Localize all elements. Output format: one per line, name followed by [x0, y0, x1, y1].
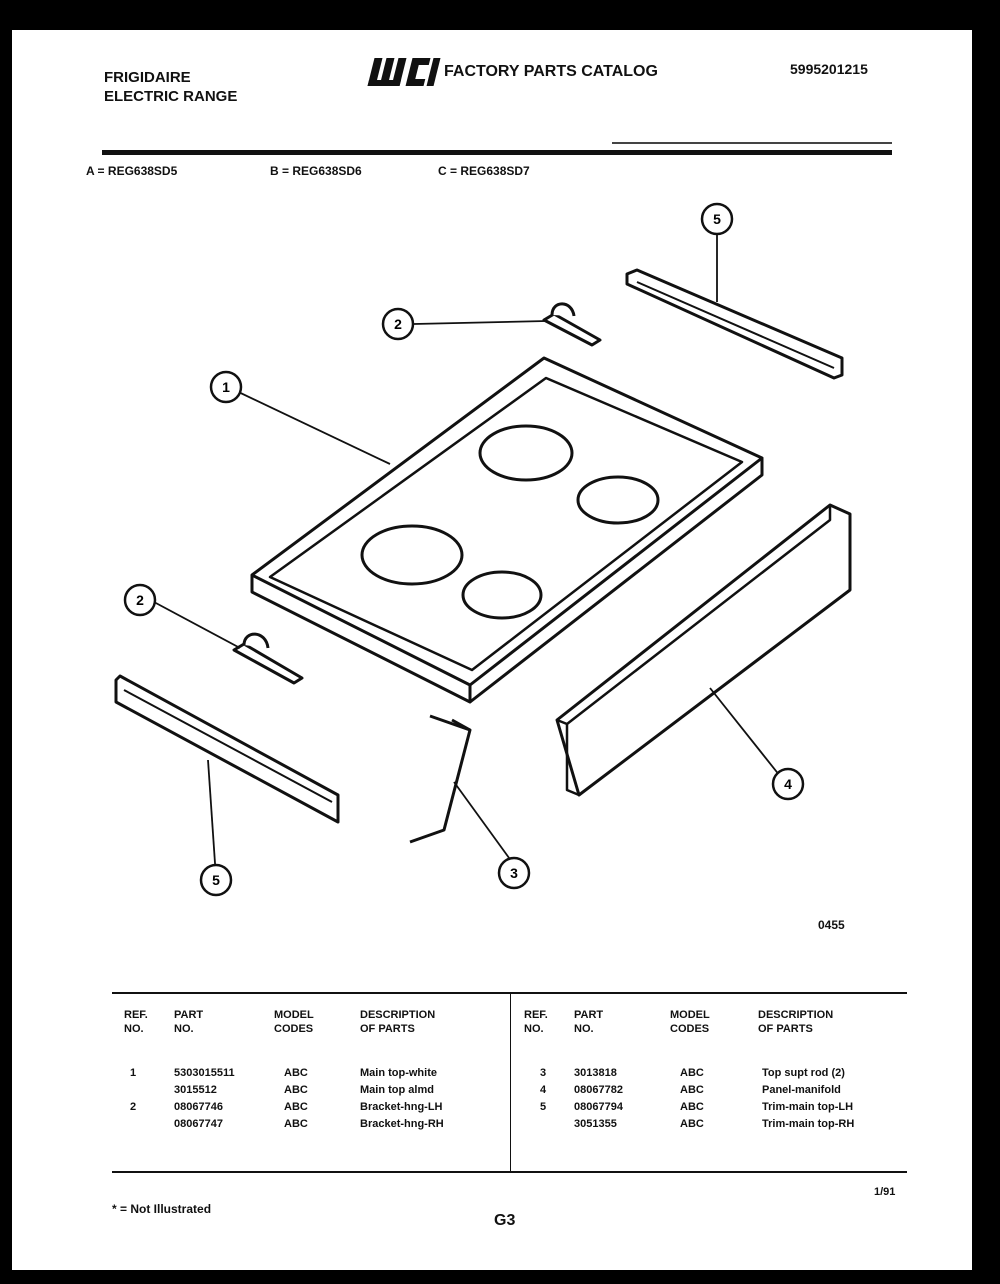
callout-1-icon: [211, 372, 241, 402]
product-type: ELECTRIC RANGE: [104, 88, 238, 105]
model-cell: ABC: [680, 1118, 704, 1130]
ref-cell: 2: [130, 1101, 137, 1113]
figure-number: 0455: [818, 918, 845, 932]
callout-2-top-icon: [383, 309, 413, 339]
callout-label: 4: [784, 776, 792, 792]
callout-label: 3: [510, 865, 518, 881]
callout-label: 1: [222, 379, 230, 395]
callout-label: 2: [394, 316, 402, 332]
desc-cell: Main top almd: [360, 1084, 434, 1096]
callout-5-top-icon: [702, 204, 732, 234]
part-cell: 5303015511: [174, 1067, 235, 1079]
ref-cell: 5: [540, 1101, 547, 1113]
desc-cell: Top supt rod (2): [762, 1067, 845, 1079]
col-desc-header: DESCRIPTION OF PARTS: [758, 1009, 834, 1035]
table-divider: [510, 994, 511, 1171]
brand-name: FRIGIDAIRE: [104, 69, 191, 86]
callout-5-bottom-icon: [201, 865, 231, 895]
part-cell: 08067782: [574, 1084, 623, 1096]
part-cell: 08067747: [174, 1118, 223, 1130]
ref-cell: 4: [540, 1084, 547, 1096]
desc-cell: Panel-manifold: [762, 1084, 841, 1096]
col-desc-header: DESCRIPTION OF PARTS: [360, 1009, 436, 1035]
trim-lh-part: [116, 676, 338, 822]
model-code-a: A = REG638SD5: [86, 164, 178, 178]
ref-cell: 1: [130, 1067, 137, 1079]
desc-cell: Trim-main top-RH: [762, 1118, 855, 1130]
col-model-header: MODEL CODES: [274, 1009, 314, 1035]
callout-4-icon: [773, 769, 803, 799]
col-part-header: PART NO.: [574, 1009, 604, 1035]
desc-cell: Bracket-hng-RH: [360, 1118, 444, 1130]
support-rod-part: [410, 716, 470, 842]
part-cell: 08067794: [574, 1101, 623, 1113]
callout-3-icon: [499, 858, 529, 888]
model-cell: ABC: [284, 1118, 308, 1130]
ref-cell: 3: [540, 1067, 547, 1079]
model-code-c: C = REG638SD7: [438, 164, 530, 178]
desc-cell: Trim-main top-LH: [762, 1101, 854, 1113]
part-cell: 3013818: [574, 1067, 617, 1079]
part-cell: 08067746: [174, 1101, 223, 1113]
bracket-rh-part: [544, 304, 600, 345]
part-cell: 3015512: [174, 1084, 217, 1096]
catalog-title: FACTORY PARTS CATALOG: [444, 63, 658, 80]
callout-label: 5: [212, 872, 220, 888]
revision-date: 1/91: [874, 1186, 896, 1198]
footnote: * = Not Illustrated: [112, 1202, 212, 1216]
trim-rh-part: [627, 270, 842, 378]
callout-label: 5: [713, 211, 721, 227]
desc-cell: Main top-white: [360, 1067, 437, 1079]
col-ref-header: REF. NO.: [124, 1009, 148, 1035]
col-model-header: MODEL CODES: [670, 1009, 710, 1035]
table-rule-bottom: [112, 1171, 907, 1173]
callout-label: 2: [136, 592, 144, 608]
col-ref-header: REF. NO.: [524, 1009, 548, 1035]
model-cell: ABC: [284, 1084, 308, 1096]
catalog-page: [12, 30, 972, 1270]
document-number: 5995201215: [790, 61, 868, 77]
part-cell: 3051355: [574, 1118, 617, 1130]
exploded-parts-diagram: [12, 30, 972, 990]
desc-cell: Bracket-hng-LH: [360, 1101, 443, 1113]
callout-2-left-icon: [125, 585, 155, 615]
model-cell: ABC: [680, 1084, 704, 1096]
col-part-header: PART NO.: [174, 1009, 204, 1035]
model-cell: ABC: [680, 1101, 704, 1113]
bracket-lh-part: [234, 634, 302, 683]
model-code-b: B = REG638SD6: [270, 164, 362, 178]
model-cell: ABC: [284, 1101, 308, 1113]
model-cell: ABC: [284, 1067, 308, 1079]
page-id: G3: [494, 1212, 516, 1229]
model-cell: ABC: [680, 1067, 704, 1079]
